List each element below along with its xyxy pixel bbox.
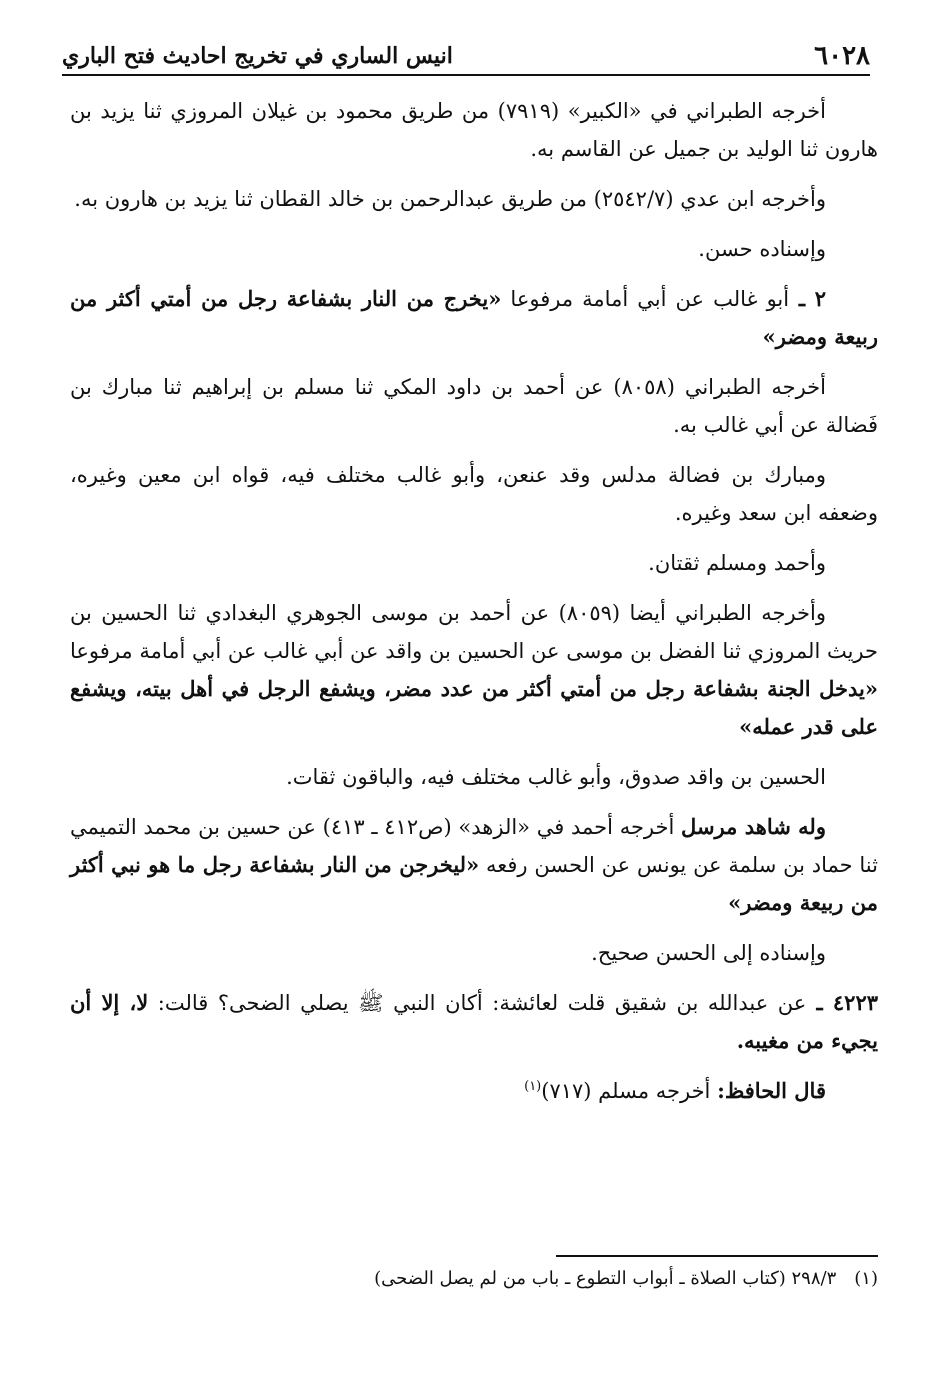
hadith-answer: لا، إلا أن يجيء من مغيبه. xyxy=(70,990,878,1053)
hadith-text: «يدخل الجنة بشفاعة رجل من أمتي أكثر من عدد مضر، ويشفع الرجل في أهل بيته، ويشفع على قدر عمله» xyxy=(70,676,878,739)
paragraph-isnad-sahih: وإسناده إلى الحسن صحيح. xyxy=(591,941,826,965)
hafiz-label: قال الحافظ: xyxy=(717,1078,826,1103)
paragraph-mubarak: ومبارك بن فضالة مدلس وقد عنعن، وأبو غالب مختلف فيه، قواه ابن معين وغيره، وضعفه ابن سعد وغيره. xyxy=(70,463,878,525)
paragraph-tabarani-8059 xyxy=(70,594,878,746)
paragraph-husayn: الحسين بن واقد صدوق، وأبو غالب مختلف فيه، والباقون ثقات. xyxy=(286,765,826,789)
page-number: ٦٠٢٨ xyxy=(814,41,870,71)
footnote-divider xyxy=(556,1255,878,1257)
paragraph-isnad-hasan: وإسناده حسن. xyxy=(698,237,826,261)
main-text xyxy=(70,92,878,1122)
hadith-narration: عن عبدالله بن شقيق قلت لعائشة: أكان النبي ﷺ يصلي الضحى؟ قالت: xyxy=(148,991,807,1015)
paragraph-shahid-mursal xyxy=(70,808,878,922)
paragraph-text: وأخرجه الطبراني أيضا (٨٠٥٩) عن أحمد بن موسى الجوهري البغدادي ثنا الحسين بن حريث المروزي ثنا الفضل بن موسى عن الحسين بن واقد عن أبي غالب عن أبي أمامة مرفوعا xyxy=(70,601,878,663)
footnote xyxy=(62,1264,878,1294)
footnote-reference[interactable]: (١) xyxy=(524,1079,542,1094)
paragraph-item-2 xyxy=(70,280,878,356)
paragraph-text: أخرجه أحمد في «الزهد» (ص٤١٢ ـ ٤١٣) عن حسين بن محمد التميمي ثنا حماد بن سلمة عن يونس عن الحسن رفعه xyxy=(70,815,878,877)
paragraph-takhrij-tabarani: أخرجه الطبراني في «الكبير» (٧٩١٩) من طريق محمود بن غيلان المروزي ثنا يزيد بن هارون ثنا الوليد بن جميل عن القاسم به. xyxy=(70,99,878,161)
hadith-number: ٤٢٢٣ ـ xyxy=(806,990,879,1015)
footnote-number: (١) xyxy=(854,1268,878,1289)
shahid-label: وله شاهد مرسل xyxy=(681,814,826,839)
book-title: انيس الساري في تخريج احاديث فتح الباري xyxy=(62,43,453,69)
hadith-text: «يخرج من النار بشفاعة رجل من أمتي أكثر من ربيعة ومضر» xyxy=(70,286,878,349)
paragraph-thiqatan: وأحمد ومسلم ثقتان. xyxy=(648,551,826,575)
paragraph-ibn-adi: وأخرجه ابن عدي (٢٥٤٢/٧) من طريق عبدالرحمن بن خالد القطان ثنا يزيد بن هارون به. xyxy=(74,187,826,211)
paragraph-text: أخرجه مسلم (٧١٧) xyxy=(541,1079,718,1103)
page-header xyxy=(62,38,870,76)
footnote-text: ٢٩٨/٣ (كتاب الصلاة ـ أبواب التطوع ـ باب من لم يصل الضحى) xyxy=(374,1268,837,1289)
hadith-text: «ليخرجن من النار بشفاعة رجل ما هو نبي أكثر من ربيعة ومضر» xyxy=(70,852,878,915)
paragraph-qal-al-hafiz xyxy=(70,1072,878,1110)
paragraph-hadith-4223 xyxy=(70,984,878,1060)
item-text: أبو غالب عن أبي أمامة مرفوعا xyxy=(501,287,790,311)
item-number: ٢ ـ xyxy=(789,286,826,311)
paragraph-tabarani-8058: أخرجه الطبراني (٨٠٥٨) عن أحمد بن داود المكي ثنا مسلم بن إبراهيم ثنا مبارك بن فَضالة عن أبي غالب به. xyxy=(70,375,878,437)
